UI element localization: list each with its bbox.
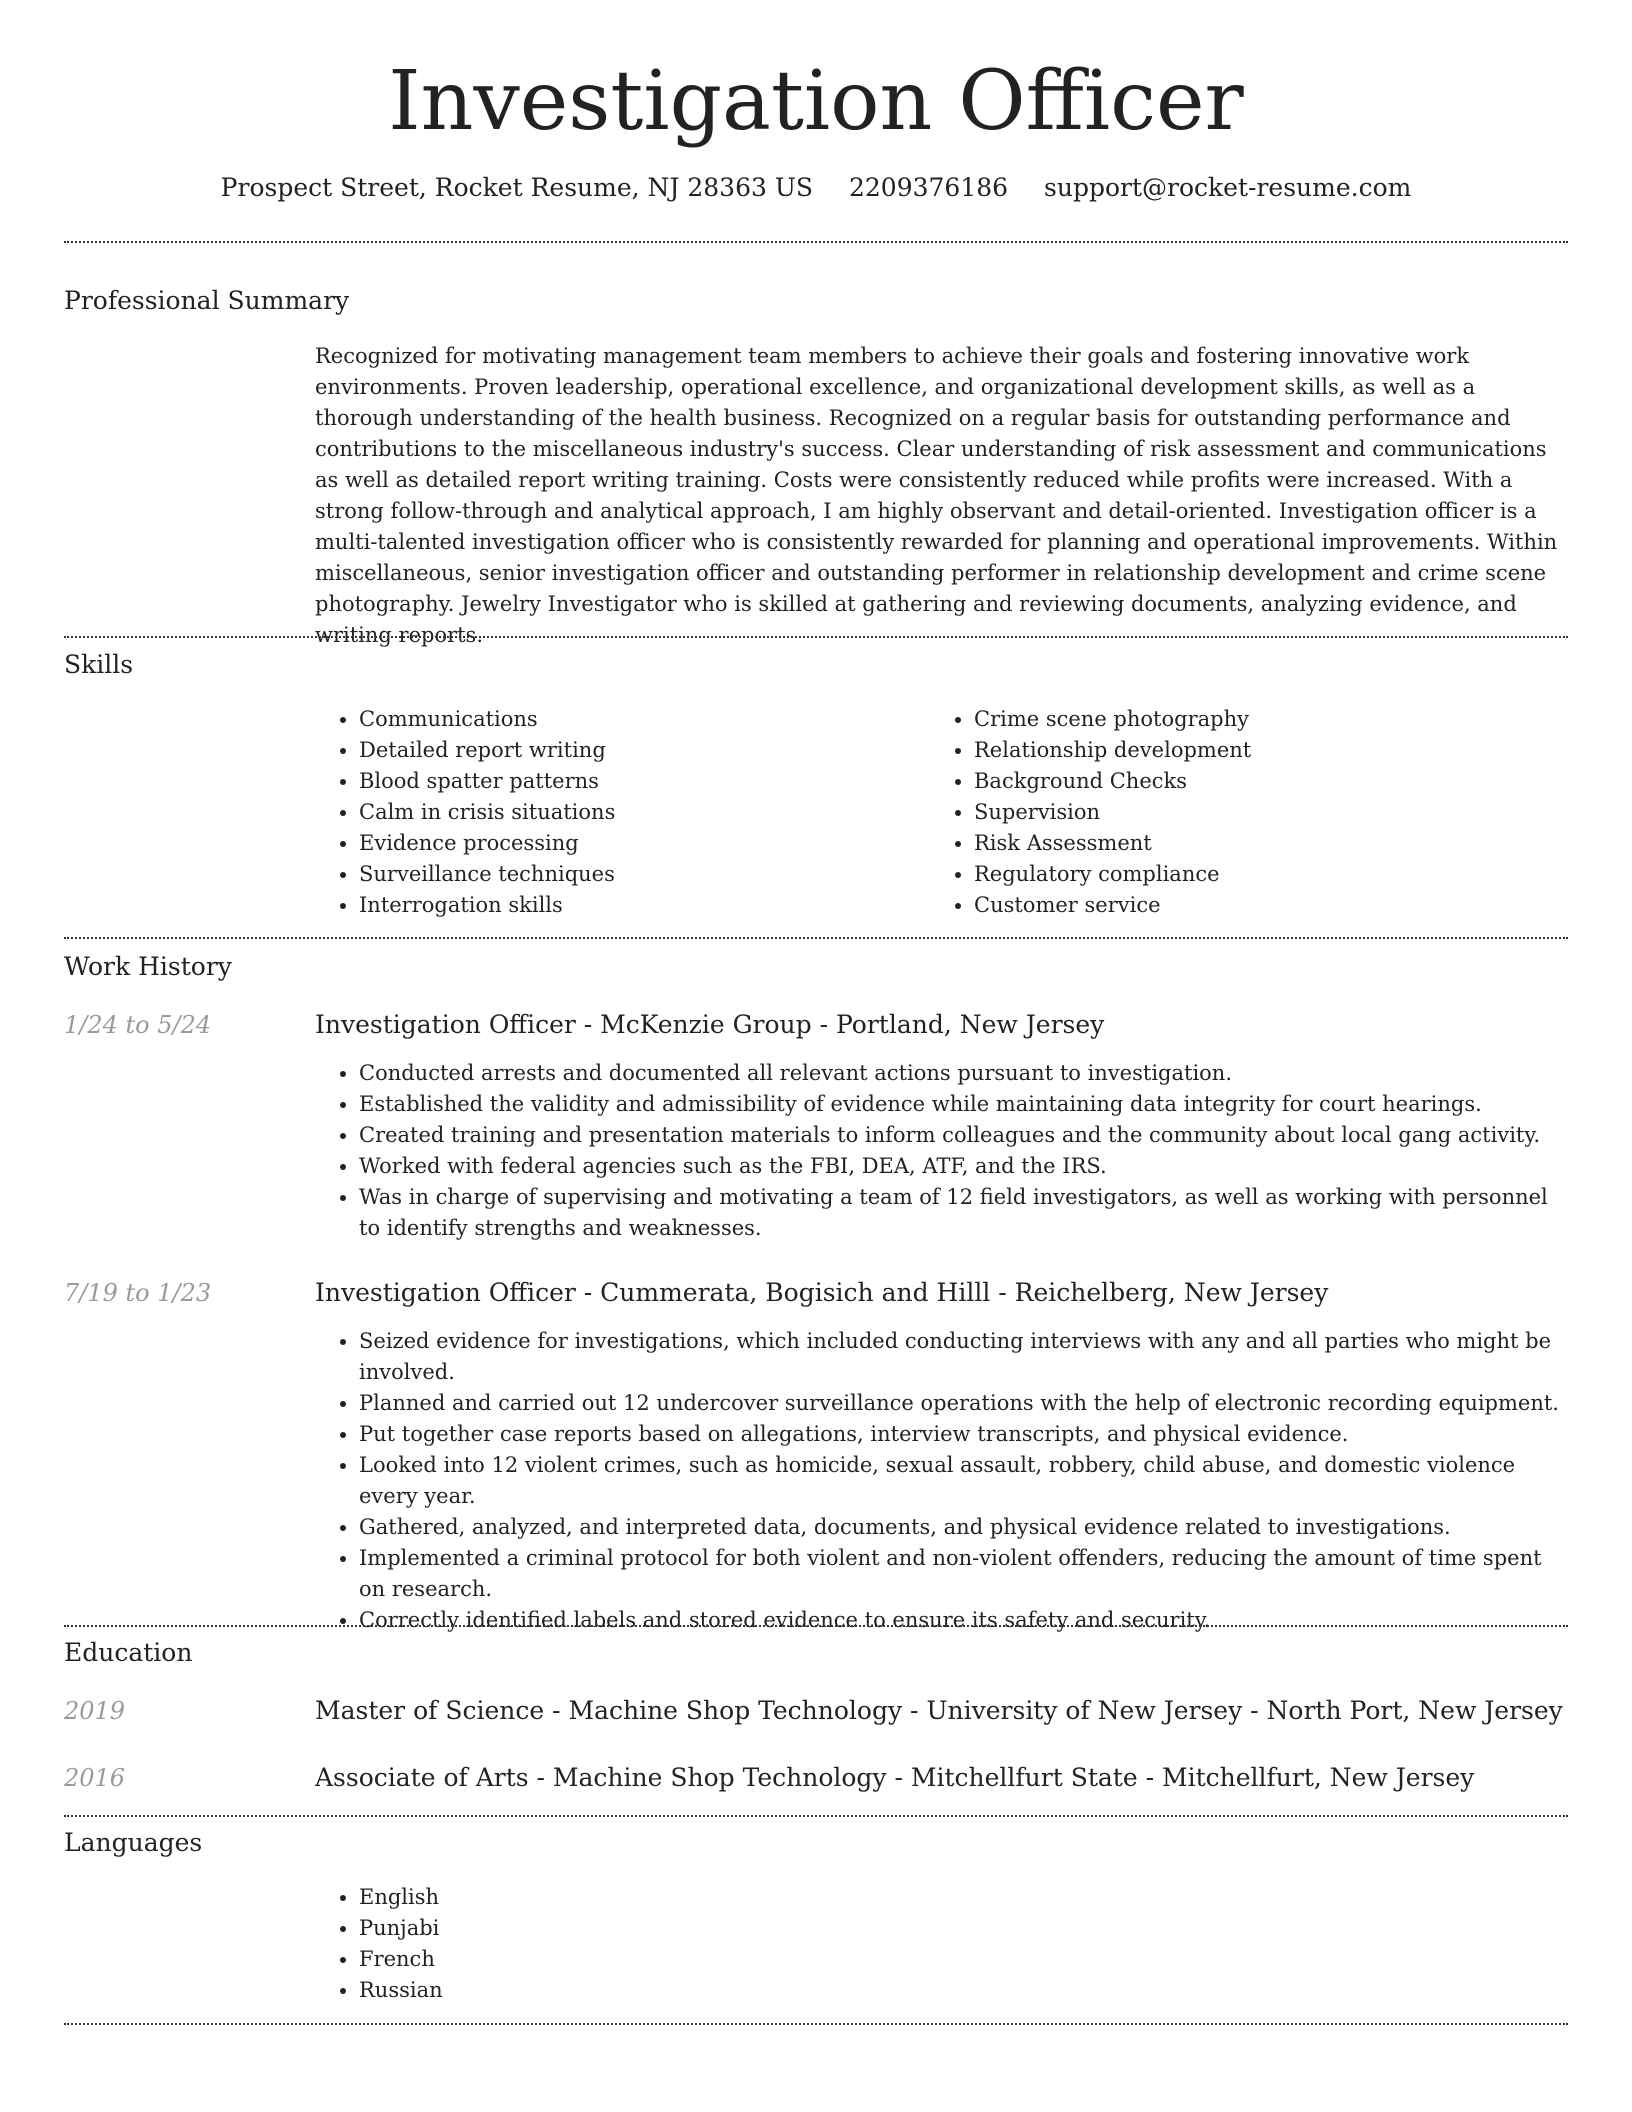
job-duty: • Put together case reports based on allegations, interview transcripts, and physical evidence. bbox=[359, 1419, 1568, 1450]
skill-item: • Blood spatter patterns bbox=[359, 766, 915, 797]
language-item: • English bbox=[359, 1882, 1568, 1913]
skills-column-right bbox=[930, 704, 1550, 921]
job-dates: 1/24 to 5/24 bbox=[64, 1011, 212, 1039]
contact-address: Prospect Street, Rocket Resume, NJ 28363 US bbox=[220, 173, 814, 202]
skill-item: • Customer service bbox=[974, 890, 1550, 921]
job-duties bbox=[315, 1058, 1568, 1244]
skill-item: • Surveillance techniques bbox=[359, 859, 915, 890]
job-duty: • Planned and carried out 12 undercover surveillance operations with the help of electronic recording equipment. bbox=[359, 1388, 1568, 1419]
skills-heading: Skills bbox=[64, 650, 134, 679]
languages-list bbox=[315, 1882, 1568, 2006]
skills-column-left bbox=[315, 704, 915, 921]
job-title: Investigation Officer - Cummerata, Bogisich and Hilll - Reichelberg, New Jersey bbox=[315, 1278, 1329, 1307]
summary-text: Recognized for motivating management team members to achieve their goals and fostering innovative work environments. Proven leadership, operational excellence, and organizational development skills, as well as a thorough understanding of the health business. Recognized on a regular basis for outstanding performance and contributions to the miscellaneous industry's success. Clear understanding of risk assessment and communications as well as detailed report writing training. Costs were consistently reduced while profits were increased. With a strong follow-through and analytical approach, I am highly observant and detail-oriented. Investigation officer is a multi-talented investigation officer who is consistently rewarded for planning and operational improvements. Within miscellaneous, senior investigation officer and outstanding performer in relationship development and crime scene photography. Jewelry Investigator who is skilled at gathering and reviewing documents, analyzing evidence, and writing reports. bbox=[315, 344, 1558, 647]
contact-phone: 2209376186 bbox=[849, 173, 1009, 202]
job-duty: • Gathered, analyzed, and interpreted data, documents, and physical evidence related to investigations. bbox=[359, 1512, 1568, 1543]
summary-block bbox=[315, 341, 1568, 651]
education-year: 2019 bbox=[64, 1697, 126, 1725]
section-divider bbox=[64, 937, 1568, 939]
job-dates: 7/19 to 1/23 bbox=[64, 1279, 212, 1307]
languages-heading: Languages bbox=[64, 1828, 203, 1857]
contact-line bbox=[0, 171, 1632, 205]
contact-email: support@rocket-resume.com bbox=[1044, 173, 1412, 202]
section-divider bbox=[64, 1815, 1568, 1817]
section-divider bbox=[64, 636, 1568, 638]
skill-item: • Risk Assessment bbox=[974, 828, 1550, 859]
skill-item: • Regulatory compliance bbox=[974, 859, 1550, 890]
section-divider bbox=[64, 1625, 1568, 1627]
job-duty: • Implemented a criminal protocol for both violent and non-violent offenders, reducing the amount of time spent on research. bbox=[359, 1543, 1568, 1605]
language-item: • Russian bbox=[359, 1975, 1568, 2006]
job-title: Investigation Officer - McKenzie Group - Portland, New Jersey bbox=[315, 1010, 1105, 1039]
job-duty: • Correctly identified labels and stored evidence to ensure its safety and security. bbox=[359, 1605, 1568, 1636]
education-year: 2016 bbox=[64, 1764, 126, 1792]
skill-item: • Crime scene photography bbox=[974, 704, 1550, 735]
skill-item: • Evidence processing bbox=[359, 828, 915, 859]
summary-heading: Professional Summary bbox=[64, 286, 350, 315]
language-item: • French bbox=[359, 1944, 1568, 1975]
skill-item: • Supervision bbox=[974, 797, 1550, 828]
job-duty: • Created training and presentation materials to inform colleagues and the community about local gang activity. bbox=[359, 1120, 1568, 1151]
job-duty: • Was in charge of supervising and motivating a team of 12 field investigators, as well as working with personnel to identify strengths and weaknesses. bbox=[359, 1182, 1568, 1244]
job-duty: • Looked into 12 violent crimes, such as homicide, sexual assault, robbery, child abuse, and domestic violence every year. bbox=[359, 1450, 1568, 1512]
language-item: • Punjabi bbox=[359, 1913, 1568, 1944]
skill-item: • Communications bbox=[359, 704, 915, 735]
job-duty: • Seized evidence for investigations, which included conducting interviews with any and all parties who might be involved. bbox=[359, 1326, 1568, 1388]
education-title: Associate of Arts - Machine Shop Technology - Mitchellfurt State - Mitchellfurt, New Jersey bbox=[315, 1763, 1475, 1792]
skill-item: • Background Checks bbox=[974, 766, 1550, 797]
job-duty: • Conducted arrests and documented all relevant actions pursuant to investigation. bbox=[359, 1058, 1568, 1089]
resume-name: Investigation Officer bbox=[388, 54, 1244, 149]
skill-item: • Interrogation skills bbox=[359, 890, 915, 921]
skill-item: • Calm in crisis situations bbox=[359, 797, 915, 828]
job-duty: • Established the validity and admissibility of evidence while maintaining data integrity for court hearings. bbox=[359, 1089, 1568, 1120]
skill-item: • Relationship development bbox=[974, 735, 1550, 766]
job-duties bbox=[315, 1326, 1568, 1636]
job-duty: • Worked with federal agencies such as the FBI, DEA, ATF, and the IRS. bbox=[359, 1151, 1568, 1182]
section-divider bbox=[64, 2023, 1568, 2025]
work-heading: Work History bbox=[64, 952, 232, 981]
skill-item: • Detailed report writing bbox=[359, 735, 915, 766]
education-title: Master of Science - Machine Shop Technology - University of New Jersey - North Port, New Jersey bbox=[315, 1696, 1563, 1725]
education-heading: Education bbox=[64, 1638, 193, 1667]
section-divider bbox=[64, 241, 1568, 243]
